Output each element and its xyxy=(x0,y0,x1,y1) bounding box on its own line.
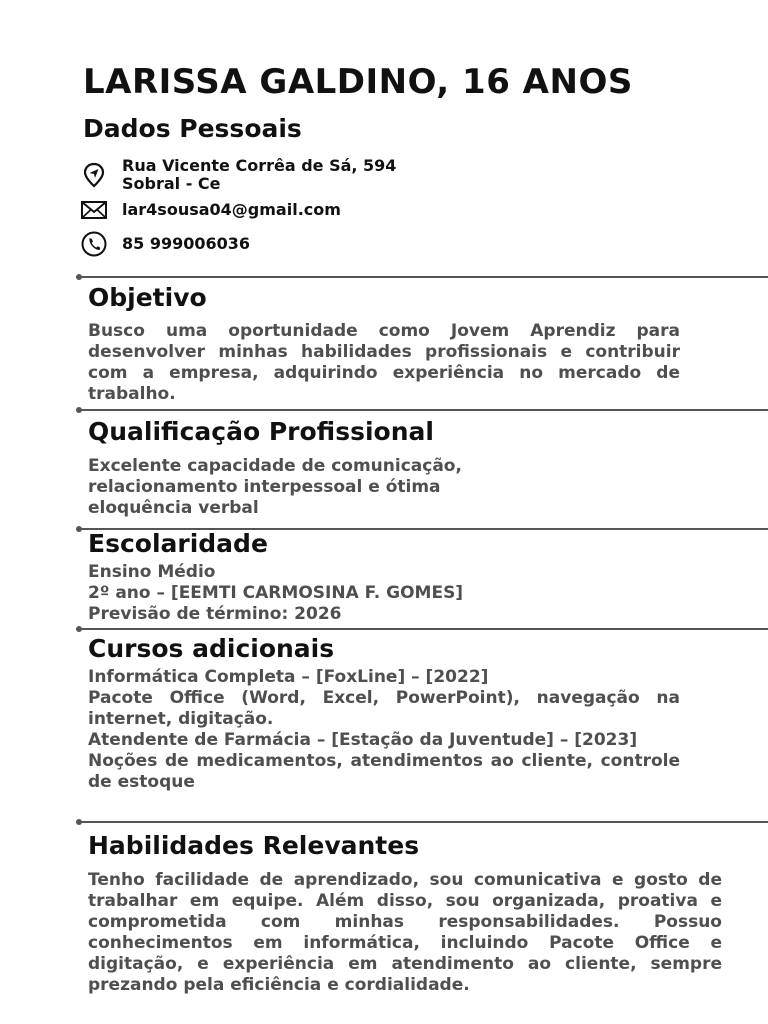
education-school: 2º ano – [EEMTI CARMOSINA F. GOMES] xyxy=(88,583,464,603)
phone-row xyxy=(80,230,250,258)
course-description: Pacote Office (Word, Excel, PowerPoint), navegação na internet, digitação. xyxy=(88,688,680,729)
education-graduation: Previsão de término: 2026 xyxy=(88,604,342,624)
address-street: Rua Vicente Corrêa de Sá, 594 xyxy=(122,156,397,175)
course-title: Atendente de Farmácia – [Estação da Juventude] – [2023] xyxy=(88,730,638,750)
qualification-heading: Qualificação Profissional xyxy=(88,417,434,446)
envelope-icon xyxy=(80,196,108,224)
course-description: Noções de medicamentos, atendimentos ao cliente, controle de estoque xyxy=(88,751,680,792)
skills-text: Tenho facilidade de aprendizado, sou comunicativa e gosto de trabalhar em equipe. Além disso, sou organizada, proativa e comprometida com minhas responsabilidades. Possuo conhecimentos em informática, incluindo Pacote Office e digitação, e experiência em atendimento ao cliente, sempre prezando pela eficiência e cordialidade. xyxy=(88,870,722,995)
qualification-line: relacionamento interpessoal e ótima xyxy=(88,477,441,497)
resume-name: LARISSA GALDINO, 16 ANOS xyxy=(83,62,633,102)
section-divider xyxy=(80,276,768,278)
phone-icon xyxy=(80,230,108,258)
email-link[interactable]: lar4sousa04@gmail.com xyxy=(122,200,341,219)
section-divider xyxy=(80,409,768,411)
qualification-line: Excelente capacidade de comunicação, xyxy=(88,456,462,476)
education-text xyxy=(88,562,688,625)
section-divider xyxy=(80,628,768,630)
qualification-text xyxy=(88,456,688,519)
section-divider xyxy=(80,821,768,823)
qualification-line: eloquência verbal xyxy=(88,498,259,518)
personal-data-heading: Dados Pessoais xyxy=(83,114,302,143)
address-text xyxy=(122,157,396,193)
courses-heading: Cursos adicionais xyxy=(88,634,335,663)
objective-text: Busco uma oportunidade como Jovem Aprendiz para desenvolver minhas habilidades profissionais e contribuir com a empresa, adquirindo experiência no mercado de trabalho. xyxy=(88,321,680,404)
education-level: Ensino Médio xyxy=(88,562,216,582)
objective-heading: Objetivo xyxy=(88,283,207,312)
education-heading: Escolaridade xyxy=(88,529,268,558)
location-pin-icon xyxy=(80,161,108,189)
address-row xyxy=(80,157,396,193)
courses-list xyxy=(88,667,680,793)
phone-number: 85 999006036 xyxy=(122,234,251,253)
course-title: Informática Completa – [FoxLine] – [2022] xyxy=(88,667,489,687)
address-city: Sobral - Ce xyxy=(122,174,221,193)
email-row xyxy=(80,196,341,224)
skills-heading: Habilidades Relevantes xyxy=(88,831,420,860)
